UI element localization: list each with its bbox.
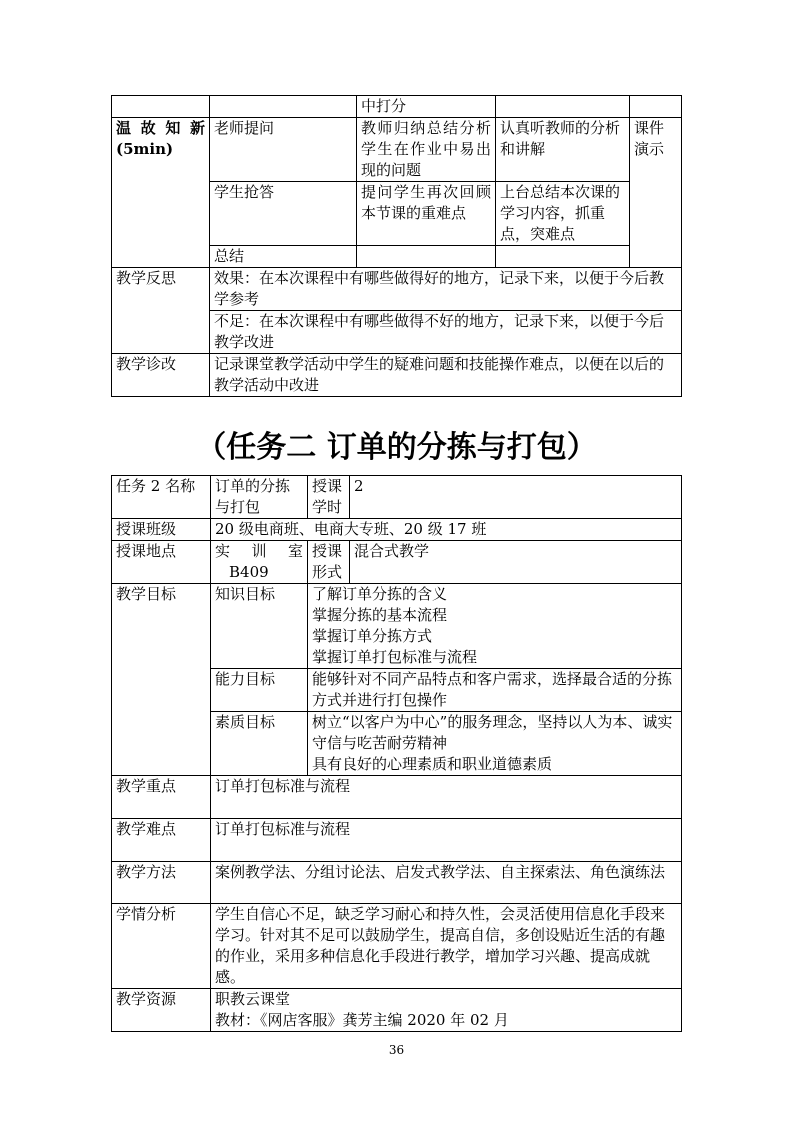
quality-item: 具有良好的心理素质和职业道德素质 [312, 755, 553, 773]
diagnosis-label: 教学诊改 [112, 354, 210, 397]
quality-label: 素质目标 [211, 712, 308, 776]
cell-empty [630, 96, 682, 118]
resources-label: 教学资源 [112, 989, 211, 1032]
student-grab-content: 提问学生再次回顾本节课的重难点 [357, 182, 496, 246]
location-label: 授课地点 [112, 541, 211, 584]
quality-item: 树立“以客户为中心”的服务理念，坚持以人为本、诚实守信与吃苦耐劳精神 [312, 713, 673, 752]
class-value: 20 级电商班、电商大专班、20 级 17 班 [211, 519, 682, 541]
review-label-line1: 温 故 知 新 [116, 119, 205, 137]
location [211, 541, 308, 584]
class-label: 授课班级 [112, 519, 211, 541]
review-label-line2: (5min) [116, 140, 174, 158]
analysis: 学生自信心不足，缺乏学习耐心和持久性，会灵活使用信息化手段来学习。针对其不足可以鼓励学生，提高自信，多创设贴近生活的有趣的作业，采用多种信息化手段进行教学，增加学习兴趣、提高成就感。 [211, 904, 682, 989]
courseware: 课件演示 [630, 118, 682, 268]
summary: 总结 [210, 246, 357, 268]
student-grab-student: 上台总结本次课的学习内容，抓重点，突难点 [496, 182, 630, 246]
reflection-label: 教学反思 [112, 268, 210, 354]
knowledge-item: 掌握订单分拣方式 [312, 627, 433, 645]
knowledge-label: 知识目标 [211, 584, 308, 669]
knowledge-item: 掌握订单打包标准与流程 [312, 648, 478, 666]
knowledge-list [308, 584, 682, 669]
difficulty-label: 教学难点 [112, 819, 211, 862]
task-name: 订单的分拣与打包 [211, 476, 308, 519]
resources-list [211, 989, 682, 1032]
key-point: 订单打包标准与流程 [211, 776, 682, 819]
quality-list [308, 712, 682, 776]
location-line1: 实 训 室 [215, 542, 303, 560]
cell-empty [112, 96, 210, 118]
reflection-shortfall: 不足：在本次课程中有哪些做得不好的地方，记录下来，以便于今后教学改进 [210, 311, 682, 354]
page-number: 36 [388, 1043, 405, 1057]
methods-label: 教学方法 [112, 862, 211, 904]
task-name-label: 任务 2 名称 [112, 476, 211, 519]
teacher-ask-content: 教师归纳总结分析学生在作业中易出现的问题 [357, 118, 496, 182]
knowledge-item: 了解订单分拣的含义 [312, 585, 448, 603]
ability: 能够针对不同产品特点和客户需求，选择最合适的分拣方式并进行打包操作 [308, 669, 682, 712]
cell-empty [357, 246, 496, 268]
student-grab: 学生抢答 [210, 182, 357, 246]
hours-label: 授课学时 [308, 476, 350, 519]
teacher-ask: 老师提问 [210, 118, 357, 182]
location-line2: B409 [229, 563, 269, 581]
cell-empty [496, 246, 630, 268]
form-label: 授课形式 [308, 541, 350, 584]
reflection-effect: 效果：在本次课程中有哪些做得好的地方，记录下来，以便于今后教学参考 [210, 268, 682, 311]
objectives-label: 教学目标 [112, 584, 211, 776]
analysis-label: 学情分析 [112, 904, 211, 989]
task-info-table [111, 475, 682, 1032]
resource-item: 教材：《网店客服》龚芳主编 2020 年 02 月 [215, 1011, 509, 1029]
knowledge-item: 掌握分拣的基本流程 [312, 606, 448, 624]
review-label [112, 118, 210, 268]
ability-label: 能力目标 [211, 669, 308, 712]
key-label: 教学重点 [112, 776, 211, 819]
form: 混合式教学 [350, 541, 682, 584]
cell-empty [210, 96, 357, 118]
methods: 案例教学法、分组讨论法、启发式教学法、自主探索法、角色演练法 [211, 862, 682, 904]
resource-item: 职教云课堂 [215, 990, 291, 1008]
hours: 2 [350, 476, 682, 519]
difficulty-point: 订单打包标准与流程 [211, 819, 682, 862]
diagnosis-content: 记录课堂教学活动中学生的疑难问题和技能操作难点，以便在以后的教学活动中改进 [210, 354, 682, 397]
section-title: （任务二 订单的分拣与打包） [196, 430, 597, 465]
cell-empty [496, 96, 630, 118]
lesson-process-table [111, 95, 682, 397]
cell-score: 中打分 [357, 96, 496, 118]
teacher-ask-student: 认真听教师的分析和讲解 [496, 118, 630, 182]
